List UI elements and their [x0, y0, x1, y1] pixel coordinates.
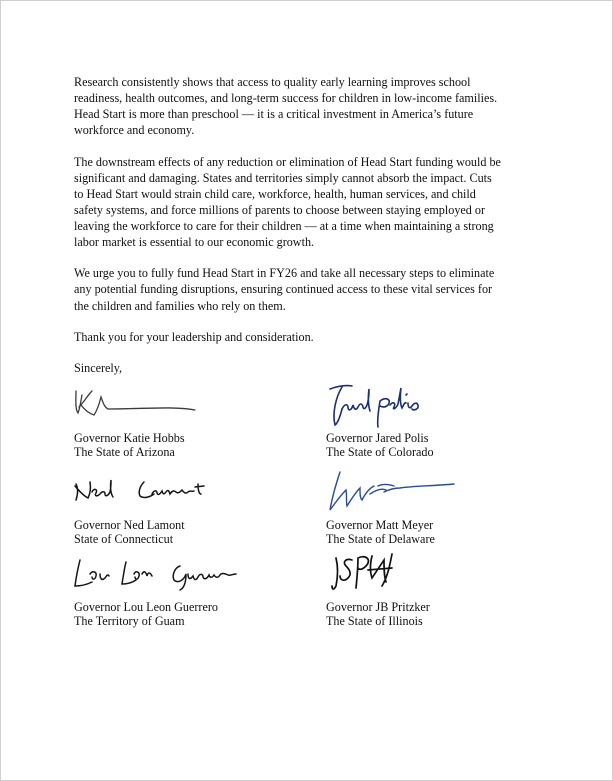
- signatory-state: The Territory of Guam: [74, 613, 185, 628]
- signature-meyer: [322, 464, 532, 522]
- paragraph-research: Research consistently shows that access to quality early learning improves school readiness, health outcomes, and long-term success for children in low-income families. Head Start is more than preschool — it is a critical investment in America’s future workforce and economy.: [74, 75, 498, 138]
- signatory-state: The State of Arizona: [74, 444, 175, 459]
- signature-hobbs: [70, 369, 280, 427]
- signature-lamont: [70, 464, 280, 522]
- paragraph-downstream-effects: The downstream effects of any reduction or elimination of Head Start funding would be significant and damaging. States and territories simply cannot absorb the impact. Cuts to Head Start would strain child care, workforce, health, human services, and child safety systems, and force millions of parents to choose between staying employed or leaving the workforce to care for their children — at a time when maintaining a strong labor market is essential to our economic growth.: [74, 154, 501, 250]
- signatory-state: The State of Delaware: [326, 531, 435, 546]
- signature-guerrero: [70, 546, 280, 604]
- signatory-name: Governor Matt Meyer: [326, 518, 434, 532]
- paragraph-thanks: Thank you for your leadership and consideration.: [74, 329, 314, 344]
- signatory-name: Governor Jared Polis: [326, 431, 429, 445]
- signatory-name: Governor JB Pritzker: [326, 600, 430, 614]
- signatory-name: Governor Katie Hobbs: [74, 431, 185, 445]
- signatory-name: Governor Ned Lamont: [74, 518, 185, 532]
- letter-body: [74, 74, 546, 391]
- signature-pritzker: [322, 546, 532, 604]
- signatory-state: The State of Illinois: [326, 613, 423, 628]
- signature-section: [74, 369, 544, 629]
- signatory-name: Governor Lou Leon Guerrero: [74, 600, 218, 614]
- closing-salutation: Sincerely,: [74, 361, 123, 376]
- signatory-state: The State of Colorado: [326, 444, 434, 459]
- signature-polis: [322, 373, 532, 431]
- signatory-state: State of Connecticut: [74, 531, 174, 546]
- paragraph-request: We urge you to fully fund Head Start in FY26 and take all necessary steps to eliminate any potential funding disruptions, ensuring continued access to these vital services for the children and families who rely on them.: [74, 266, 495, 313]
